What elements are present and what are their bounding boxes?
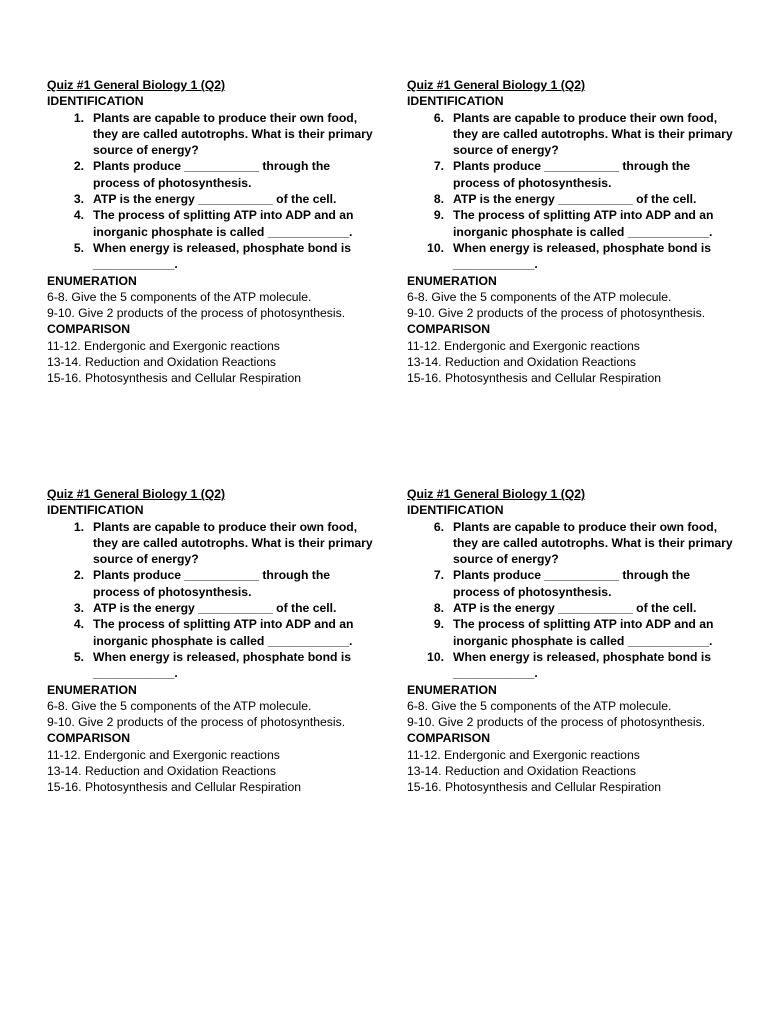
item-number: 8. (433, 192, 444, 207)
comparison-item: 13-14. Reduction and Oxidation Reactions (407, 764, 636, 779)
identification-heading: IDENTIFICATION (47, 503, 144, 518)
item-text: The process of splitting ATP into ADP and an inorganic phosphate is called ____________. (93, 617, 354, 648)
identification-item (47, 191, 377, 207)
comparison-heading: COMPARISON (47, 322, 131, 337)
identification-item (407, 519, 737, 568)
enumeration-item: 9-10. Give 2 products of the process of photosynthesis. (47, 715, 346, 730)
identification-item (407, 158, 737, 191)
comparison-heading: COMPARISON (407, 731, 491, 746)
item-number: 1. (73, 519, 84, 534)
enumeration-item: 9-10. Give 2 products of the process of photosynthesis. (47, 306, 346, 321)
enumeration-heading: ENUMERATION (407, 682, 497, 697)
item-number: 9. (433, 617, 444, 632)
item-number: 4. (73, 208, 84, 223)
comparison-heading: COMPARISON (47, 731, 131, 746)
identification-item (47, 567, 377, 600)
enumeration-heading: ENUMERATION (407, 273, 497, 288)
identification-heading: IDENTIFICATION (407, 503, 504, 518)
identification-heading: IDENTIFICATION (47, 94, 144, 109)
item-text: When energy is released, phosphate bond is ____________. (93, 649, 352, 681)
quiz-block-bottom-left (47, 486, 377, 796)
item-text: When energy is released, phosphate bond is ____________. (453, 649, 712, 681)
item-text: When energy is released, phosphate bond is ____________. (93, 240, 352, 272)
identification-item (407, 207, 737, 240)
item-number: 7. (433, 159, 444, 174)
item-number: 6. (433, 110, 444, 125)
quiz-block-top-left (47, 77, 377, 387)
item-number: 10. (427, 649, 444, 664)
identification-item (47, 649, 377, 682)
item-text: When energy is released, phosphate bond is ____________. (453, 240, 712, 272)
identification-item (47, 616, 377, 649)
identification-list (407, 110, 737, 273)
item-number: 7. (433, 568, 444, 583)
identification-item (407, 110, 737, 159)
comparison-item: 11-12. Endergonic and Exergonic reactions (47, 338, 280, 353)
quiz-title: Quiz #1 General Biology 1 (Q2) (47, 78, 226, 92)
identification-item (47, 158, 377, 191)
comparison-item: 13-14. Reduction and Oxidation Reactions (47, 764, 276, 779)
quiz-block-bottom-right (407, 486, 737, 796)
quiz-title: Quiz #1 General Biology 1 (Q2) (47, 487, 226, 501)
item-text: ATP is the energy ___________ of the cell. (453, 192, 697, 207)
comparison-item: 13-14. Reduction and Oxidation Reactions (407, 355, 636, 370)
enumeration-item: 9-10. Give 2 products of the process of photosynthesis. (407, 715, 706, 730)
identification-list (47, 110, 377, 273)
comparison-heading: COMPARISON (407, 322, 491, 337)
item-number: 4. (73, 617, 84, 632)
identification-item (47, 207, 377, 240)
item-number: 5. (73, 240, 84, 255)
identification-item (407, 616, 737, 649)
item-text: Plants produce ___________ through the process of photosynthesis. (93, 568, 331, 599)
identification-item (47, 600, 377, 616)
quiz-block-top-right (407, 77, 737, 387)
enumeration-heading: ENUMERATION (47, 682, 137, 697)
item-text: The process of splitting ATP into ADP and an inorganic phosphate is called ____________. (453, 208, 714, 239)
item-text: ATP is the energy ___________ of the cell. (93, 192, 337, 207)
comparison-item: 15-16. Photosynthesis and Cellular Respiration (407, 371, 662, 386)
item-number: 9. (433, 208, 444, 223)
identification-item (407, 240, 737, 273)
item-number: 2. (73, 159, 84, 174)
identification-item (47, 519, 377, 568)
item-text: Plants are capable to produce their own food, they are called autotrophs. What is their primary source of energy? (453, 519, 733, 567)
enumeration-item: 6-8. Give the 5 components of the ATP molecule. (407, 289, 672, 304)
identification-item (407, 191, 737, 207)
item-text: ATP is the energy ___________ of the cell. (453, 601, 697, 616)
comparison-item: 15-16. Photosynthesis and Cellular Respiration (407, 780, 662, 795)
identification-item (407, 600, 737, 616)
item-number: 6. (433, 519, 444, 534)
comparison-item: 11-12. Endergonic and Exergonic reactions (407, 338, 640, 353)
enumeration-item: 6-8. Give the 5 components of the ATP molecule. (47, 289, 312, 304)
item-text: Plants are capable to produce their own food, they are called autotrophs. What is their primary source of energy? (453, 110, 733, 158)
identification-list (407, 519, 737, 682)
enumeration-heading: ENUMERATION (47, 273, 137, 288)
item-text: ATP is the energy ___________ of the cell. (93, 601, 337, 616)
comparison-item: 11-12. Endergonic and Exergonic reactions (47, 747, 280, 762)
enumeration-item: 6-8. Give the 5 components of the ATP molecule. (407, 698, 672, 713)
item-text: The process of splitting ATP into ADP and an inorganic phosphate is called ____________. (93, 208, 354, 239)
enumeration-item: 6-8. Give the 5 components of the ATP molecule. (47, 698, 312, 713)
item-text: Plants produce ___________ through the process of photosynthesis. (453, 568, 691, 599)
item-text: Plants are capable to produce their own food, they are called autotrophs. What is their primary source of energy? (93, 110, 373, 158)
item-text: Plants are capable to produce their own food, they are called autotrophs. What is their primary source of energy? (93, 519, 373, 567)
item-text: Plants produce ___________ through the process of photosynthesis. (453, 159, 691, 190)
identification-item (47, 240, 377, 273)
item-number: 3. (73, 192, 84, 207)
item-text: Plants produce ___________ through the process of photosynthesis. (93, 159, 331, 190)
identification-list (47, 519, 377, 682)
identification-item (47, 110, 377, 159)
enumeration-item: 9-10. Give 2 products of the process of photosynthesis. (407, 306, 706, 321)
identification-item (407, 649, 737, 682)
identification-heading: IDENTIFICATION (407, 94, 504, 109)
comparison-item: 15-16. Photosynthesis and Cellular Respiration (47, 780, 302, 795)
comparison-item: 11-12. Endergonic and Exergonic reactions (407, 747, 640, 762)
item-number: 5. (73, 649, 84, 664)
comparison-item: 13-14. Reduction and Oxidation Reactions (47, 355, 276, 370)
quiz-title: Quiz #1 General Biology 1 (Q2) (407, 487, 586, 501)
item-number: 2. (73, 568, 84, 583)
comparison-item: 15-16. Photosynthesis and Cellular Respiration (47, 371, 302, 386)
item-number: 3. (73, 601, 84, 616)
item-number: 8. (433, 601, 444, 616)
item-number: 1. (73, 110, 84, 125)
quiz-title: Quiz #1 General Biology 1 (Q2) (407, 78, 586, 92)
item-text: The process of splitting ATP into ADP and an inorganic phosphate is called ____________. (453, 617, 714, 648)
item-number: 10. (427, 240, 444, 255)
identification-item (407, 567, 737, 600)
